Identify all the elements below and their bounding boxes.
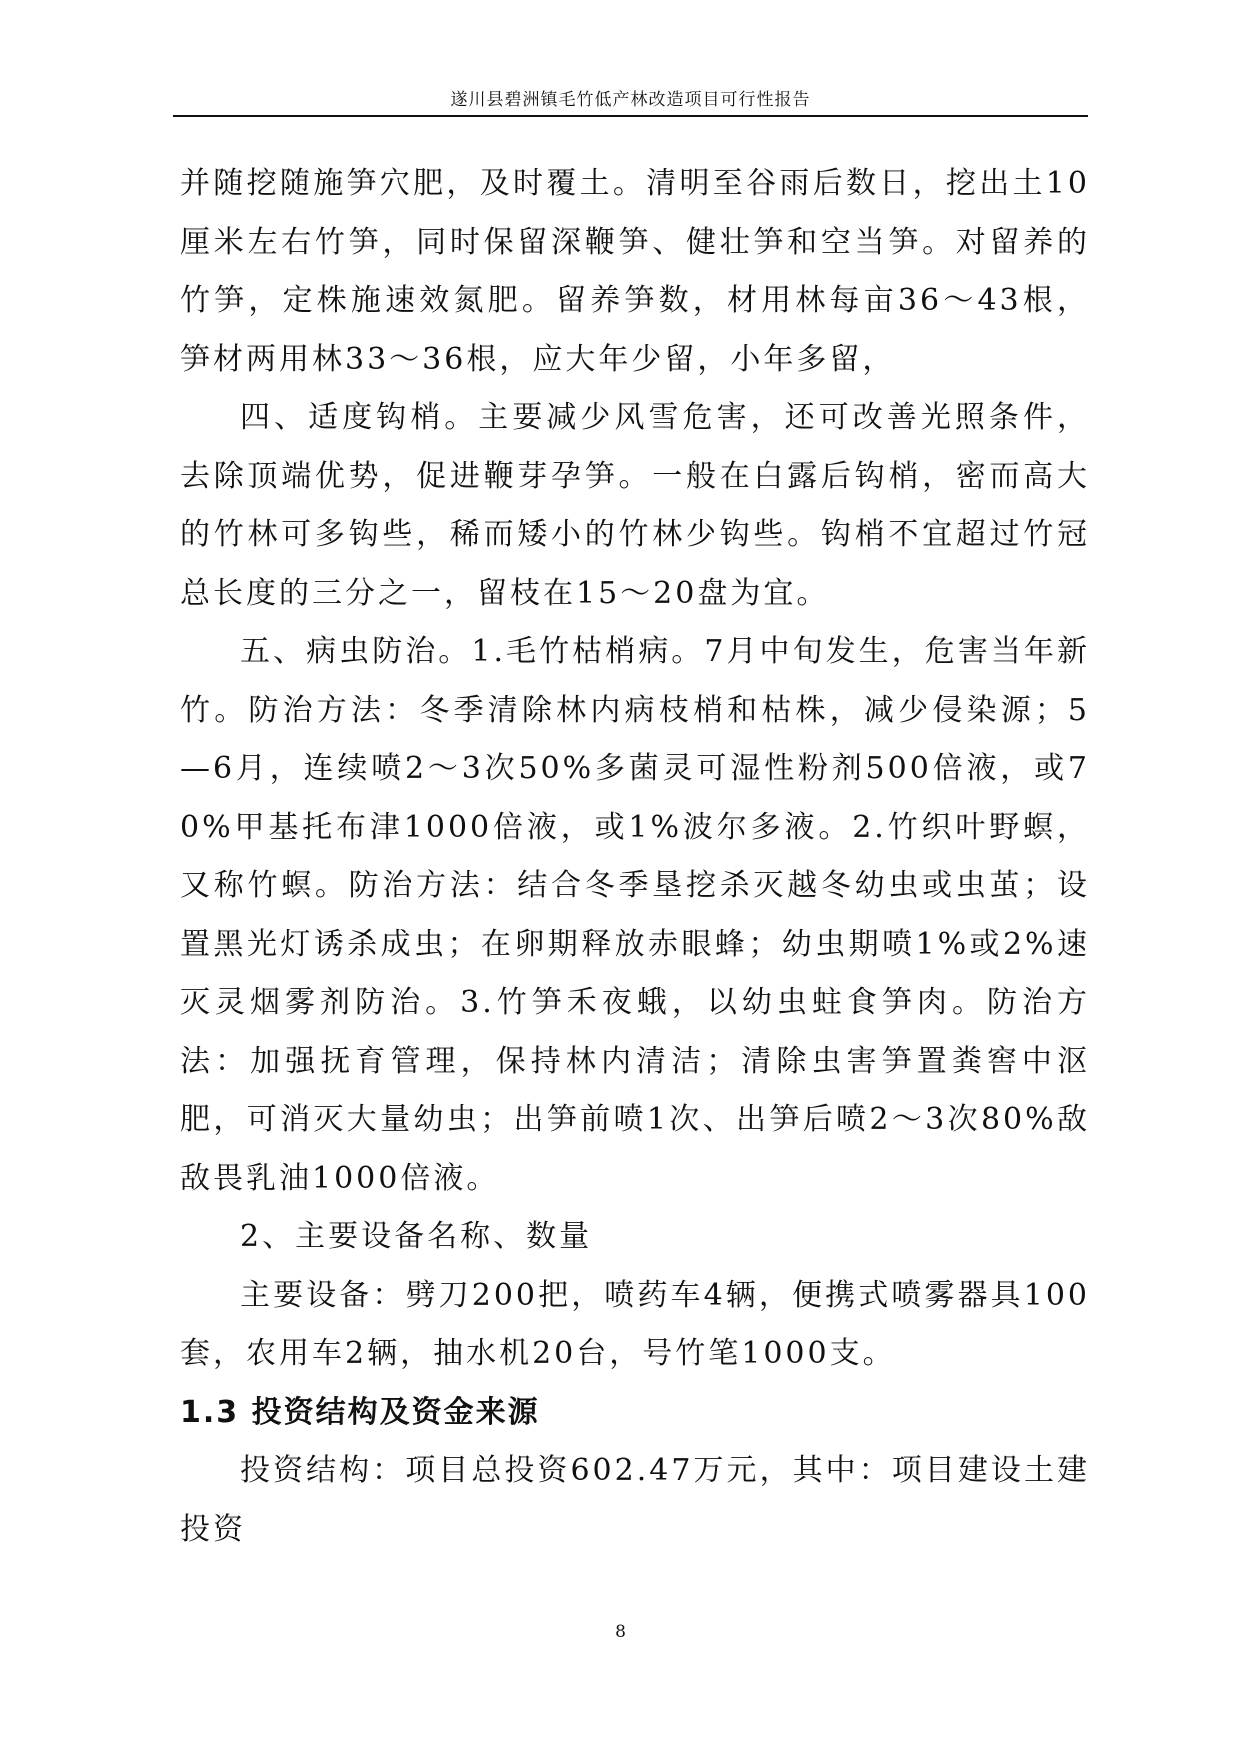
page-number: 8 [615,1622,626,1642]
body-paragraph: 四、适度钩梢。主要减少风雪危害，还可改善光照条件，去除顶端优势，促进鞭芽孕笋。一般在白露后钩梢，密而高大的竹林可多钩些，稀而矮小的竹林少钩些。钩梢不宜超过竹冠总长度的三分之一，留枝在15～20盘为宜。 [180,400,1090,611]
body-paragraph: 主要设备：劈刀200把，喷药车4辆，便携式喷雾器具100套，农用车2辆，抽水机20台，号竹笔1000支。 [180,1277,1090,1371]
section-heading: 1.3 投资结构及资金来源 [180,1394,540,1430]
body-paragraph: 五、病虫防治。1.毛竹枯梢病。7月中旬发生，危害当年新竹。防治方法：冬季清除林内病枝梢和枯株，减少侵染源；5—6月，连续喷2～3次50%多菌灵可湿性粉剂500倍液，或70%甲基托布津1000倍液，或1%波尔多液。2.竹织叶野螟，又称竹螟。防治方法：结合冬季垦挖杀灭越冬幼虫或虫茧；设置黑光灯诱杀成虫；在卵期释放赤眼蜂；幼虫期喷1%或2%速灭灵烟雾剂防治。3.竹笋禾夜蛾，以幼虫蛀食笋肉。防治方法：加强抚育管理，保持林内清洁；清除虫害笋置粪窖中沤肥，可消灭大量幼虫；出笋前喷1次、出笋后喷2～3次80%敌敌畏乳油1000倍液。 [180,634,1090,1196]
body-paragraph: 2、主要设备名称、数量 [240,1219,593,1254]
body-paragraph: 投资结构：项目总投资602.47万元，其中：项目建设土建投资 [180,1453,1090,1547]
document-body [180,155,1090,1559]
running-header: 遂川县碧洲镇毛竹低产林改造项目可行性报告 [450,90,811,110]
header-divider [173,115,1088,117]
body-paragraph: 并随挖随施笋穴肥，及时覆土。清明至谷雨后数日，挖出土10厘米左右竹笋，同时保留深鞭笋、健壮笋和空当笋。对留养的竹笋，定株施速效氮肥。留养笋数，材用林每亩36～43根，笋材两用林33～36根，应大年少留，小年多留， [180,166,1090,377]
